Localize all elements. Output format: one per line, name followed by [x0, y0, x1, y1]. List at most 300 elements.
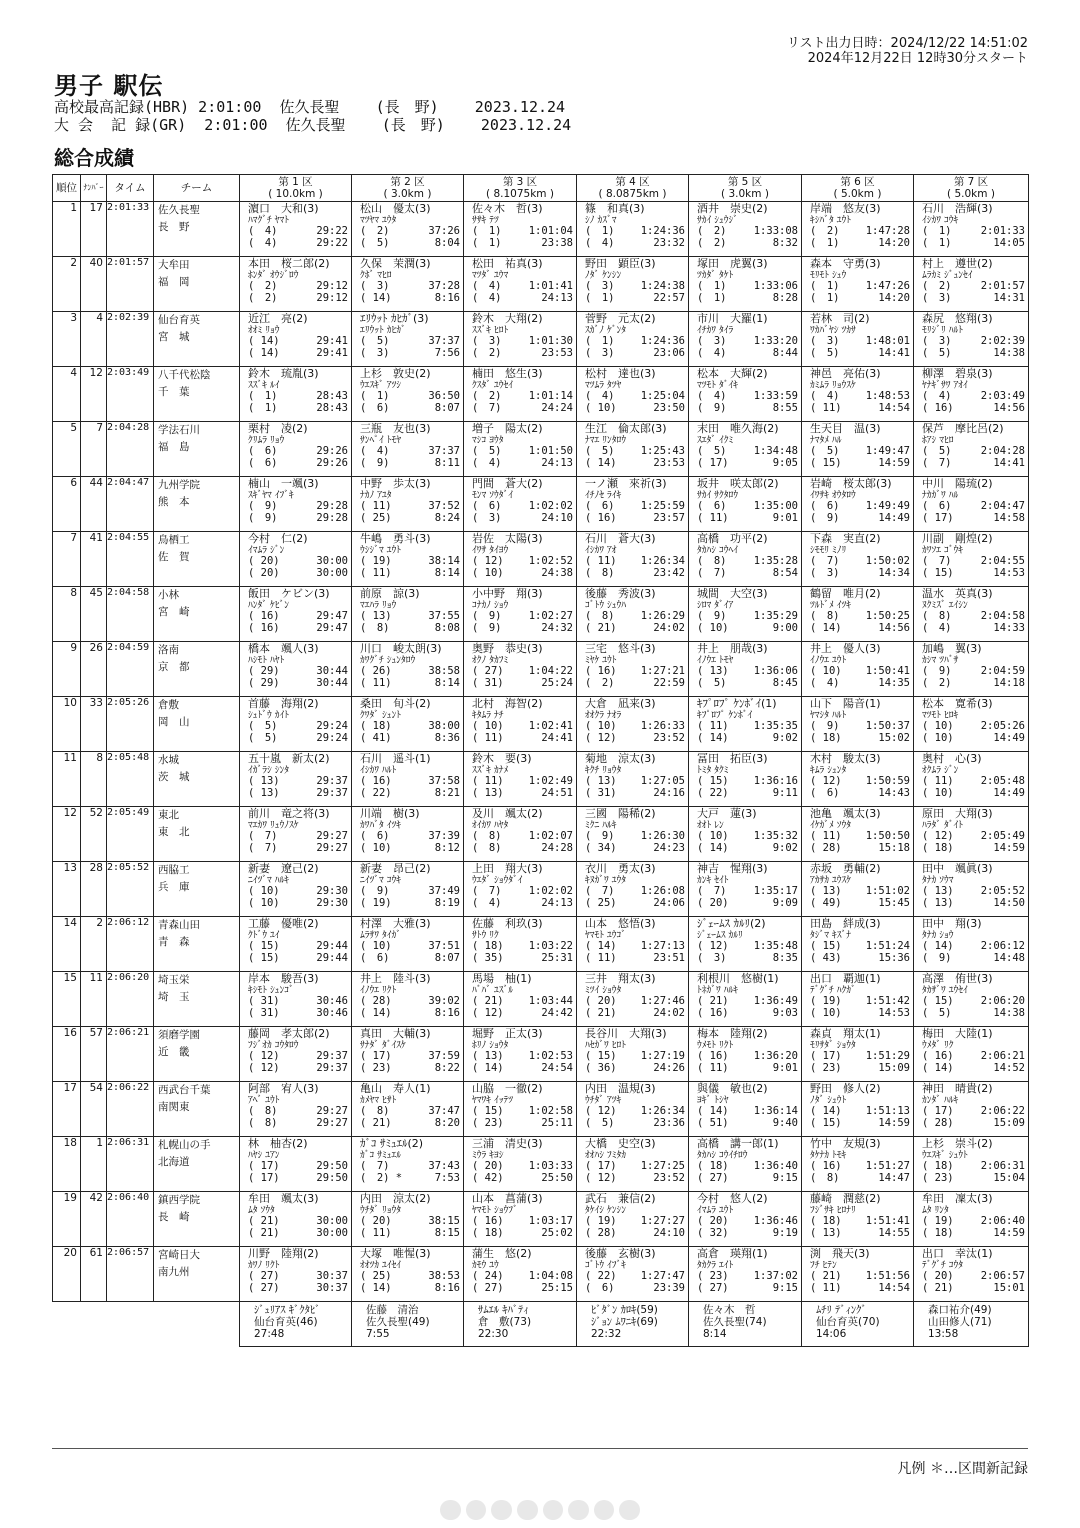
leg-cell — [352, 972, 464, 1027]
cumulative-rank: ( 8) — [585, 610, 615, 622]
bib-number: 4 — [81, 312, 107, 367]
fastest-team: 倉 敷(73) — [478, 1316, 532, 1328]
runner-kana: ｸｽﾀﾞ ﾕｳｾｲ — [472, 379, 514, 391]
leg-cell — [464, 587, 577, 642]
split-rank: ( 29) — [248, 676, 280, 689]
cumulative-line — [248, 941, 348, 953]
runner-name: 三瓶 友也(3) — [360, 422, 431, 435]
runner-kana: ﾊｼﾓﾄ ﾊﾔﾄ — [248, 654, 285, 666]
runner-kana: ﾀﾅｶ ｼｮｳ — [922, 929, 954, 941]
cumulative-rank: ( 6) — [360, 830, 390, 842]
cumulative-rank: ( 29) — [248, 665, 280, 677]
cumulative-rank: ( 20) — [360, 1215, 392, 1227]
cumulative-time: 2:04:47 — [980, 500, 1025, 512]
cumulative-rank: ( 19) — [585, 1215, 617, 1227]
cumulative-rank: ( 10) — [810, 665, 842, 677]
runner-kana: ﾀｶｻﾞﾜ ﾕｳｾｲ — [922, 984, 968, 996]
runner-name: 高橋 講一郎(1) — [697, 1137, 779, 1150]
cumulative-rank: ( 14) — [922, 940, 954, 952]
cumulative-line — [248, 226, 348, 238]
team-cell — [154, 477, 240, 532]
cumulative-time: 1:03:33 — [528, 1160, 573, 1172]
split-time: 24:13 — [541, 291, 573, 304]
split-rank: ( 21) — [360, 1116, 392, 1129]
runner-kana: ｷﾀﾑﾗ ﾅﾁ — [472, 709, 504, 721]
runner-name: 大戸 蓮(3) — [697, 807, 757, 820]
leg-cell — [914, 917, 1029, 972]
cumulative-line — [472, 721, 573, 733]
cumulative-time: 29:12 — [316, 280, 348, 292]
total-time: 2:05:48 — [107, 752, 154, 807]
cumulative-rank: ( 9) — [585, 830, 615, 842]
cumulative-time: 1:04:08 — [528, 1270, 573, 1282]
runner-name: 石川 蒼大(3) — [585, 532, 656, 545]
cumulative-rank: ( 6) — [585, 500, 615, 512]
split-line — [697, 788, 798, 800]
runner-name: 川副 剛煌(2) — [922, 532, 993, 545]
cumulative-rank: ( 17) — [585, 1160, 617, 1172]
split-rank: ( 22) — [360, 786, 392, 799]
cumulative-line — [697, 1161, 798, 1173]
cumulative-rank: ( 9) — [472, 610, 502, 622]
split-line — [922, 898, 1025, 910]
runner-kana: ﾑﾗｶﾐ ｼﾞｭﾝｾｲ — [922, 269, 973, 281]
split-time: 14:53 — [993, 566, 1025, 579]
table-row — [53, 312, 1029, 367]
cumulative-rank: ( 8) — [472, 830, 502, 842]
report-header — [787, 36, 1028, 66]
table-row — [53, 257, 1029, 312]
cumulative-rank: ( 11) — [697, 720, 729, 732]
split-line — [248, 403, 348, 415]
runner-kana: ｲﾏﾑﾗ ﾕｳﾄ — [697, 1204, 734, 1216]
runner-kana: ｳﾁﾀﾞ ﾘｮｳﾀ — [360, 1204, 402, 1216]
fastest-runner: ﾋﾞﾀﾞﾝ ｶﾛｷ(59) — [591, 1304, 658, 1316]
split-time: 15:45 — [878, 896, 910, 909]
cumulative-rank: ( 6) — [472, 500, 502, 512]
split-time: 24:32 — [541, 621, 573, 634]
cumulative-rank: ( 11) — [585, 555, 617, 567]
cumulative-line — [360, 941, 460, 953]
cumulative-line — [697, 666, 798, 678]
cumulative-time: 1:02:58 — [528, 1105, 573, 1117]
split-line — [697, 238, 798, 250]
rank: 11 — [53, 752, 81, 807]
runner-kana: ﾏﾂﾀﾞ ﾕｳﾏ — [472, 269, 509, 281]
cumulative-time: 1:27:19 — [640, 1050, 685, 1062]
cumulative-time: 1:47:28 — [865, 225, 910, 237]
cumulative-time: 37:28 — [428, 280, 460, 292]
split-time: 14:54 — [878, 1281, 910, 1294]
cumulative-time: 1:25:59 — [640, 500, 685, 512]
split-line — [585, 513, 685, 525]
runner-name: 神田 晴貴(2) — [922, 1082, 993, 1095]
list-output-time: リスト出力日時：2024/12/22 14:51:02 — [786, 36, 1028, 51]
split-rank: ( 3) — [922, 291, 952, 304]
split-rank: ( 31) — [472, 676, 504, 689]
split-line — [248, 348, 348, 360]
split-time: 23:50 — [653, 401, 685, 414]
split-time: 9:05 — [772, 456, 798, 469]
split-line — [810, 898, 910, 910]
split-line — [360, 788, 460, 800]
split-time: 9:02 — [772, 841, 798, 854]
rank: 20 — [53, 1247, 81, 1302]
split-time: 14:55 — [878, 1226, 910, 1239]
cumulative-line — [810, 391, 910, 403]
fastest-row — [53, 1302, 1029, 1347]
leg-cell — [352, 257, 464, 312]
split-rank: ( 3) — [472, 511, 502, 524]
cumulative-line — [248, 996, 348, 1008]
leg-distance: ( 10.0km ) — [268, 188, 323, 200]
split-line — [810, 678, 910, 690]
runner-name: 井上 陸斗(3) — [360, 972, 431, 985]
team-name: 洛南 — [158, 644, 179, 656]
cumulative-line — [360, 1051, 460, 1063]
team-cell — [154, 697, 240, 752]
cumulative-rank: ( 21) — [697, 995, 729, 1007]
leg-cell — [352, 862, 464, 917]
split-line — [360, 458, 460, 470]
cumulative-line — [697, 776, 798, 788]
cumulative-line — [248, 446, 348, 458]
team-name: 鳥栖工 — [158, 534, 190, 546]
cumulative-time: 1:33:20 — [753, 335, 798, 347]
runner-kana: ﾐｳﾗ ｷﾖｼ — [472, 1149, 504, 1161]
split-rank: ( 18) — [922, 1226, 954, 1239]
split-rank: ( 4) — [472, 291, 502, 304]
leg-cell — [914, 642, 1029, 697]
runner-kana: ｻﾝﾍﾟｲ ﾄﾓﾔ — [360, 434, 402, 446]
split-line — [360, 513, 460, 525]
split-rank: ( 11) — [360, 566, 392, 579]
split-line — [248, 1118, 348, 1130]
leg-cell — [352, 202, 464, 257]
split-time: 24:06 — [653, 896, 685, 909]
runner-kana: ｸﾜﾀﾞ ｼｭﾝﾄ — [360, 709, 402, 721]
team-region: 宮 城 — [158, 331, 190, 343]
runner-kana: ｷﾌﾟﾛﾌﾟ ｹﾝﾎﾞｲ — [697, 709, 753, 721]
split-rank: ( 5) — [697, 676, 727, 689]
cumulative-time: 1:27:21 — [640, 665, 685, 677]
team-region: 長 崎 — [158, 1211, 190, 1223]
team-region: 長 野 — [158, 221, 190, 233]
cumulative-rank: ( 16) — [697, 1050, 729, 1062]
cumulative-rank: ( 4) — [360, 445, 390, 457]
runner-name: 山下 陽音(1) — [810, 697, 881, 710]
cumulative-line — [585, 391, 685, 403]
cumulative-time: 30:46 — [316, 995, 348, 1007]
leg-cell — [577, 752, 689, 807]
split-time: 7:56 — [434, 346, 460, 359]
split-rank: ( 5) — [922, 1006, 952, 1019]
split-time: 9:40 — [772, 1116, 798, 1129]
split-time: 23:52 — [653, 1171, 685, 1184]
cumulative-line — [585, 721, 685, 733]
split-time: 24:24 — [541, 401, 573, 414]
split-rank: ( 1) — [697, 291, 727, 304]
split-time: 14:35 — [878, 676, 910, 689]
cumulative-rank: ( 5) — [697, 445, 727, 457]
split-line — [472, 733, 573, 745]
split-rank: ( 27) — [697, 1171, 729, 1184]
total-time: 2:06:21 — [107, 1027, 154, 1082]
team-cell — [154, 972, 240, 1027]
split-time: 23:38 — [541, 236, 573, 249]
runner-name: 三浦 清史(3) — [472, 1137, 543, 1150]
split-time: 25:24 — [541, 676, 573, 689]
split-rank: ( 14) — [697, 841, 729, 854]
table-row — [53, 202, 1029, 257]
split-time: 23:53 — [541, 346, 573, 359]
runner-name: 首藤 海翔(2) — [248, 697, 319, 710]
team-cell — [154, 587, 240, 642]
fastest-team: 山田修人(71) — [928, 1316, 992, 1328]
split-time: 14:49 — [878, 511, 910, 524]
cumulative-time: 29:41 — [316, 335, 348, 347]
split-time: 9:02 — [772, 731, 798, 744]
split-rank: ( 41) — [360, 731, 392, 744]
cumulative-time: 37:37 — [428, 335, 460, 347]
cumulative-time: 2:04:58 — [980, 610, 1025, 622]
cumulative-rank: ( 5) — [810, 445, 840, 457]
fastest-time: 13:58 — [928, 1328, 959, 1340]
runner-name: 原田 大翔(3) — [922, 807, 993, 820]
cumulative-time: 29:30 — [316, 885, 348, 897]
runner-name: 坂井 咲太郎(2) — [697, 477, 779, 490]
split-rank: ( 12) — [248, 1061, 280, 1074]
runner-kana: ｶﾜｸﾞﾁ ｼｭﾝﾀﾛｳ — [360, 654, 416, 666]
split-line — [585, 568, 685, 580]
split-time: 8:55 — [772, 401, 798, 414]
split-rank: ( 35) — [472, 951, 504, 964]
runner-name: 菊地 涼太(3) — [585, 752, 656, 765]
split-rank: ( 1) — [248, 401, 278, 414]
fastest-team: ｼﾞｮﾝ ﾑﾜﾆｷ(69) — [591, 1316, 658, 1328]
bib-number: 12 — [81, 367, 107, 422]
split-line — [248, 953, 348, 965]
runner-kana: ｲﾁﾉｾ ﾗｲｷ — [585, 489, 622, 501]
cumulative-line — [810, 1106, 910, 1118]
runner-name: 牟田 凜太(3) — [922, 1192, 993, 1205]
runner-name: 山本 菖蒲(3) — [472, 1192, 543, 1205]
cumulative-line — [585, 1216, 685, 1228]
split-line — [697, 623, 798, 635]
split-rank: ( 18) — [810, 731, 842, 744]
cumulative-time: 2:05:48 — [980, 775, 1025, 787]
split-line — [472, 953, 573, 965]
runner-name: 神邑 亮佑(3) — [810, 367, 881, 380]
cumulative-time: 37:59 — [428, 1050, 460, 1062]
team-cell — [154, 532, 240, 587]
split-rank: ( 14) — [360, 1006, 392, 1019]
team-region: 南関東 — [158, 1101, 190, 1113]
split-rank: ( 7) — [248, 841, 278, 854]
cumulative-time: 1:02:07 — [528, 830, 573, 842]
runner-kana: ｶﾜﾊﾞﾀ ｲﾂｷ — [360, 819, 402, 831]
leg-cell — [577, 1247, 689, 1302]
split-time: 29:30 — [316, 896, 348, 909]
split-time: 8:12 — [434, 841, 460, 854]
fastest-time: 22:32 — [591, 1328, 622, 1340]
cumulative-rank: ( 14) — [248, 335, 280, 347]
team-name: 学法石川 — [158, 424, 200, 436]
leg-cell — [577, 367, 689, 422]
leg-cell — [802, 477, 914, 532]
split-rank: ( 2) — [472, 346, 502, 359]
runner-name: 森貞 翔太(1) — [810, 1027, 881, 1040]
runner-name: 松本 寛希(3) — [922, 697, 993, 710]
split-line — [697, 678, 798, 690]
cumulative-line — [810, 1216, 910, 1228]
leg-cell — [240, 642, 352, 697]
runner-name: 木村 駿太(3) — [810, 752, 881, 765]
cumulative-line — [360, 776, 460, 788]
split-rank: ( 4) — [248, 236, 278, 249]
leg-cell — [802, 752, 914, 807]
cumulative-time: 1:01:50 — [528, 445, 573, 457]
split-time: 14:20 — [878, 236, 910, 249]
total-time: 2:05:52 — [107, 862, 154, 917]
cumulative-line — [360, 1216, 460, 1228]
split-time: 14:53 — [878, 1006, 910, 1019]
cumulative-rank: ( 8) — [810, 610, 840, 622]
split-rank: ( 23) — [472, 1116, 504, 1129]
cumulative-time: 2:05:52 — [980, 885, 1025, 897]
split-line — [472, 1118, 573, 1130]
split-rank: ( 25) — [360, 511, 392, 524]
cumulative-line — [810, 666, 910, 678]
runner-name: 武石 兼信(2) — [585, 1192, 656, 1205]
cumulative-rank: ( 1) — [585, 335, 615, 347]
leg-cell — [689, 917, 802, 972]
runner-kana: ｷｼﾓﾄ ｼｭﾝｺﾞ — [248, 984, 294, 996]
page-indicator — [440, 1500, 640, 1520]
runner-kana: ﾐｸﾆ ﾊﾙｷ — [585, 819, 617, 831]
runner-kana: ｽｶﾞﾉ ｹﾞﾝﾀ — [585, 324, 627, 336]
runner-name: 蒲生 悠(2) — [472, 1247, 532, 1260]
split-rank: ( 14) — [360, 1281, 392, 1294]
cumulative-rank: ( 3) — [922, 335, 952, 347]
cumulative-time: 1:36:16 — [753, 775, 798, 787]
split-line — [360, 348, 460, 360]
cumulative-line — [472, 611, 573, 623]
cumulative-time: 1:02:49 — [528, 775, 573, 787]
cumulative-time: 1:24:36 — [640, 335, 685, 347]
split-line — [922, 568, 1025, 580]
split-time: 8:08 — [434, 621, 460, 634]
cumulative-rank: ( 1) — [248, 390, 278, 402]
split-line — [360, 568, 460, 580]
runner-kana: ﾅﾏﾀﾒ ﾊﾙ — [810, 434, 842, 446]
runner-kana: ｳﾒﾓﾄ ﾘｸﾄ — [697, 1039, 734, 1051]
cumulative-rank: ( 18) — [922, 1160, 954, 1172]
split-rank: ( 23) — [922, 1171, 954, 1184]
cumulative-rank: ( 2) — [248, 280, 278, 292]
split-rank: ( 11) — [585, 951, 617, 964]
split-line — [922, 623, 1025, 635]
leg-cell — [352, 642, 464, 697]
cumulative-rank: ( 7) — [472, 885, 502, 897]
cumulative-rank: ( 24) — [472, 1270, 504, 1282]
split-rank: ( 11) — [360, 1226, 392, 1239]
cumulative-rank: ( 6) — [248, 445, 278, 457]
results-table — [52, 174, 1029, 1347]
cumulative-rank: ( 7) — [697, 885, 727, 897]
cumulative-line — [810, 446, 910, 458]
split-line — [697, 1173, 798, 1185]
cumulative-line — [472, 1106, 573, 1118]
cumulative-time: 1:35:35 — [753, 720, 798, 732]
team-cell — [154, 642, 240, 697]
split-rank: ( 1) — [472, 236, 502, 249]
runner-kana: ﾎﾝﾀﾞ ｵｳｼﾞﾛｳ — [248, 269, 299, 281]
runner-kana: ｼﾉ ｶｽﾞﾏ — [585, 214, 617, 226]
runner-kana: ｶﾜｿｴ ｺﾞｳｷ — [922, 544, 964, 556]
cumulative-rank: ( 2) — [472, 390, 502, 402]
split-time: 30:44 — [316, 676, 348, 689]
leg-cell — [240, 257, 352, 312]
cumulative-time: 1:47:26 — [865, 280, 910, 292]
cumulative-line — [585, 941, 685, 953]
leg-distance: ( 3.0km ) — [383, 188, 432, 200]
cumulative-time: 1:51:29 — [865, 1050, 910, 1062]
table-row — [53, 1082, 1029, 1137]
runner-name: 新妻 遼己(2) — [248, 862, 319, 875]
leg-cell — [689, 1192, 802, 1247]
runner-kana: ﾓﾘｼﾞﾘ ﾊﾙﾄ — [922, 324, 964, 336]
split-time: 23:57 — [653, 511, 685, 524]
runner-kana: ﾌｼﾞｻｷ ﾋﾛﾅﾘ — [810, 1204, 856, 1216]
leg-cell — [464, 257, 577, 312]
runner-kana: ﾐﾔｹ ﾕｳﾄ — [585, 654, 617, 666]
cumulative-rank: ( 6) — [922, 500, 952, 512]
cumulative-rank: ( 4) — [585, 390, 615, 402]
cumulative-time: 1:48:53 — [865, 390, 910, 402]
split-line — [472, 568, 573, 580]
leg-cell — [802, 367, 914, 422]
runner-name: 岸端 悠友(3) — [810, 202, 881, 215]
runner-name: 衣川 勇太(3) — [585, 862, 656, 875]
split-time: 8:14 — [434, 566, 460, 579]
runner-kana: ﾏﾂﾓﾄ ﾀﾞｲｷ — [697, 379, 739, 391]
leg-cell — [689, 202, 802, 257]
split-rank: ( 7) — [922, 456, 952, 469]
col-time: タイム — [107, 175, 154, 202]
table-row — [53, 642, 1029, 697]
split-line — [810, 238, 910, 250]
runner-kana: ﾏﾂﾑﾗ ﾀﾂﾔ — [585, 379, 622, 391]
split-line — [810, 843, 910, 855]
cumulative-time: 1:04:22 — [528, 665, 573, 677]
leg-cell — [689, 257, 802, 312]
runner-kana: ｶｼﾏ ﾂﾊﾞｻ — [922, 654, 959, 666]
cumulative-line — [585, 831, 685, 843]
cumulative-line — [697, 446, 798, 458]
split-line — [810, 1008, 910, 1020]
runner-kana: ｵｵﾐ ﾘｮｳ — [248, 324, 280, 336]
cumulative-rank: ( 15) — [585, 1050, 617, 1062]
total-time: 2:06:22 — [107, 1082, 154, 1137]
team-cell — [154, 1137, 240, 1192]
leg-cell — [914, 697, 1029, 752]
cumulative-rank: ( 19) — [922, 1215, 954, 1227]
leg-cell — [689, 422, 802, 477]
leg-cell — [464, 1027, 577, 1082]
cumulative-rank: ( 10) — [360, 940, 392, 952]
runner-name: 川野 陸翔(2) — [248, 1247, 319, 1260]
